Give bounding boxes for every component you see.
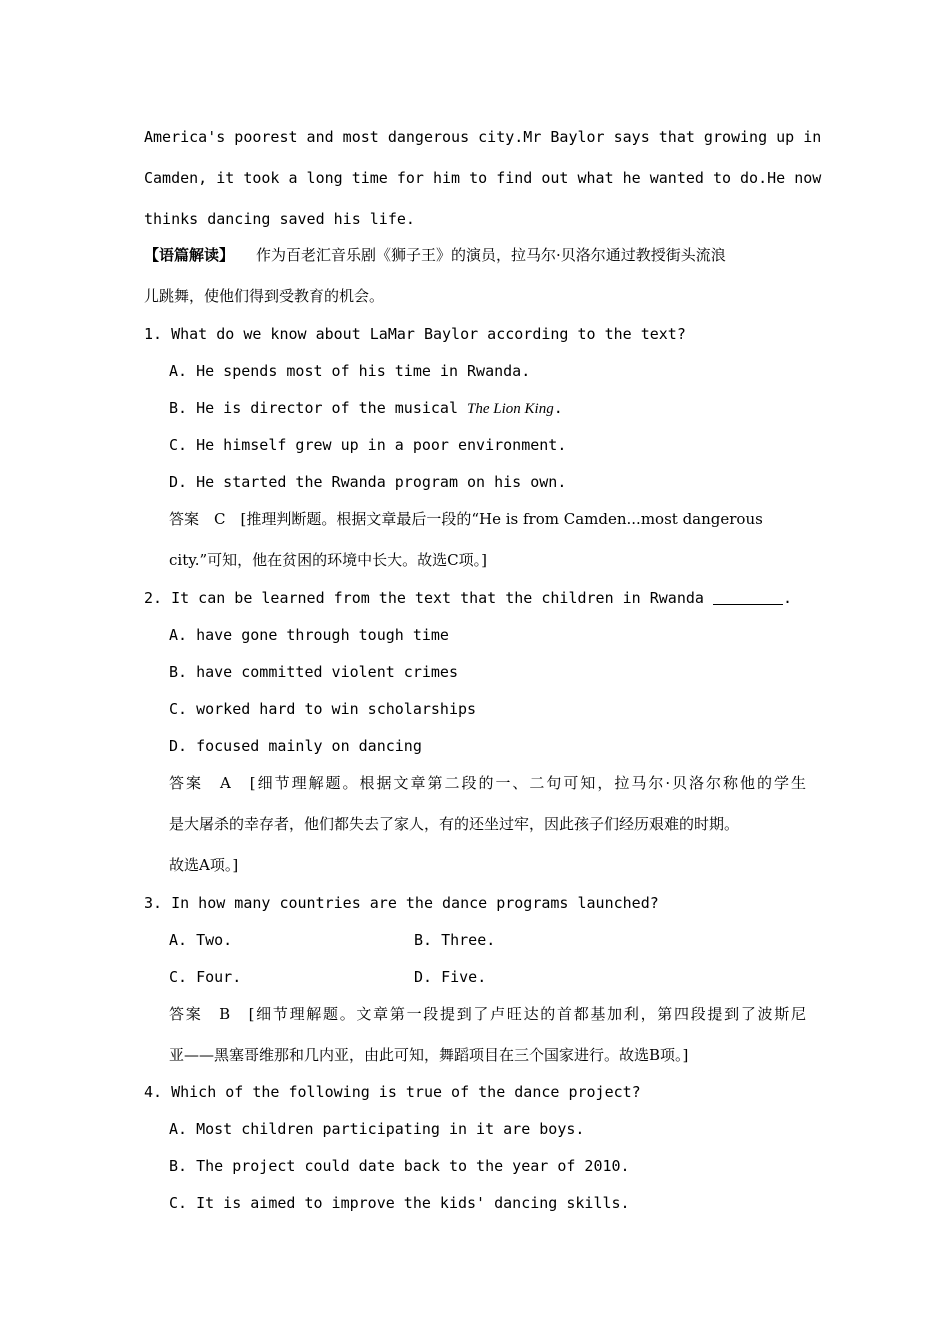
option: D. He started the Rwanda program on his own. (169, 473, 567, 491)
answer-line: 答案 A [细节理解题。根据文章第二段的一、二句可知，拉马尔·贝洛尔称他的学生 (169, 774, 806, 792)
question-stem-end: . (782, 589, 792, 607)
option: C. He himself grew up in a poor environment. (169, 436, 567, 454)
summary-line: 儿跳舞，使他们得到受教育的机会。 (144, 287, 385, 305)
passage-line: thinks dancing saved his life. (144, 210, 415, 228)
option: C. It is aimed to improve the kids' dancing skills. (169, 1194, 630, 1212)
question-stem (144, 588, 806, 608)
question-stem: 1. What do we know about LaMar Baylor according to the text? (144, 325, 686, 343)
answer-line: 是大屠杀的幸存者，他们都失去了家人，有的还坐过牢，因此孩子们经历艰难的时期。 (169, 815, 740, 833)
summary-label: 【语篇解读】 (144, 246, 235, 264)
answer-line: 亚——黑塞哥维那和几内亚，由此可知，舞蹈项目在三个国家进行。故选B项。] (169, 1046, 689, 1064)
option: D. Five. (414, 968, 487, 986)
option: C. worked hard to win scholarships (169, 700, 477, 718)
answer-line: 答案 C [推理判断题。根据文章最后一段的“He is from Camden...most dangerous (169, 510, 763, 528)
option: B. The project could date back to the year of 2010. (169, 1157, 630, 1175)
answer-line: 答案 B [细节理解题。文章第一段提到了卢旺达的首都基加利，第四段提到了波斯尼 (169, 1005, 806, 1023)
option: D. focused mainly on dancing (169, 737, 422, 755)
option-text-end: . (553, 399, 563, 417)
option (169, 398, 831, 418)
passage-line: Camden, it took a long time for him to find out what he wanted to do.He now (144, 169, 822, 187)
question-stem-text: 2. It can be learned from the text that the children in Rwanda (144, 589, 713, 607)
summary-text: 作为百老汇音乐剧《狮子王》的演员，拉马尔·贝洛尔通过教授街头流浪 (256, 246, 726, 264)
answer-blank (713, 590, 783, 605)
answer-line: city.”可知，他在贫困的环境中长大。故选C项。] (169, 551, 487, 569)
option: A. He spends most of his time in Rwanda. (169, 362, 531, 380)
question-stem: 4. Which of the following is true of the dance project? (144, 1083, 641, 1101)
option: C. Four. (169, 968, 242, 986)
option: A. Most children participating in it are boys. (169, 1120, 585, 1138)
question-stem: 3. In how many countries are the dance programs launched? (144, 894, 659, 912)
passage-line: America's poorest and most dangerous city.Mr Baylor says that growing up in (144, 128, 822, 146)
option-text: B. He is director of the musical (169, 399, 468, 417)
summary-line (144, 245, 806, 265)
answer-line: 故选A项。] (169, 856, 239, 874)
option: B. Three. (414, 931, 496, 949)
option-title: The Lion King (467, 401, 554, 417)
option: A. have gone through tough time (169, 626, 449, 644)
option: B. have committed violent crimes (169, 663, 458, 681)
option: A. Two. (169, 931, 233, 949)
